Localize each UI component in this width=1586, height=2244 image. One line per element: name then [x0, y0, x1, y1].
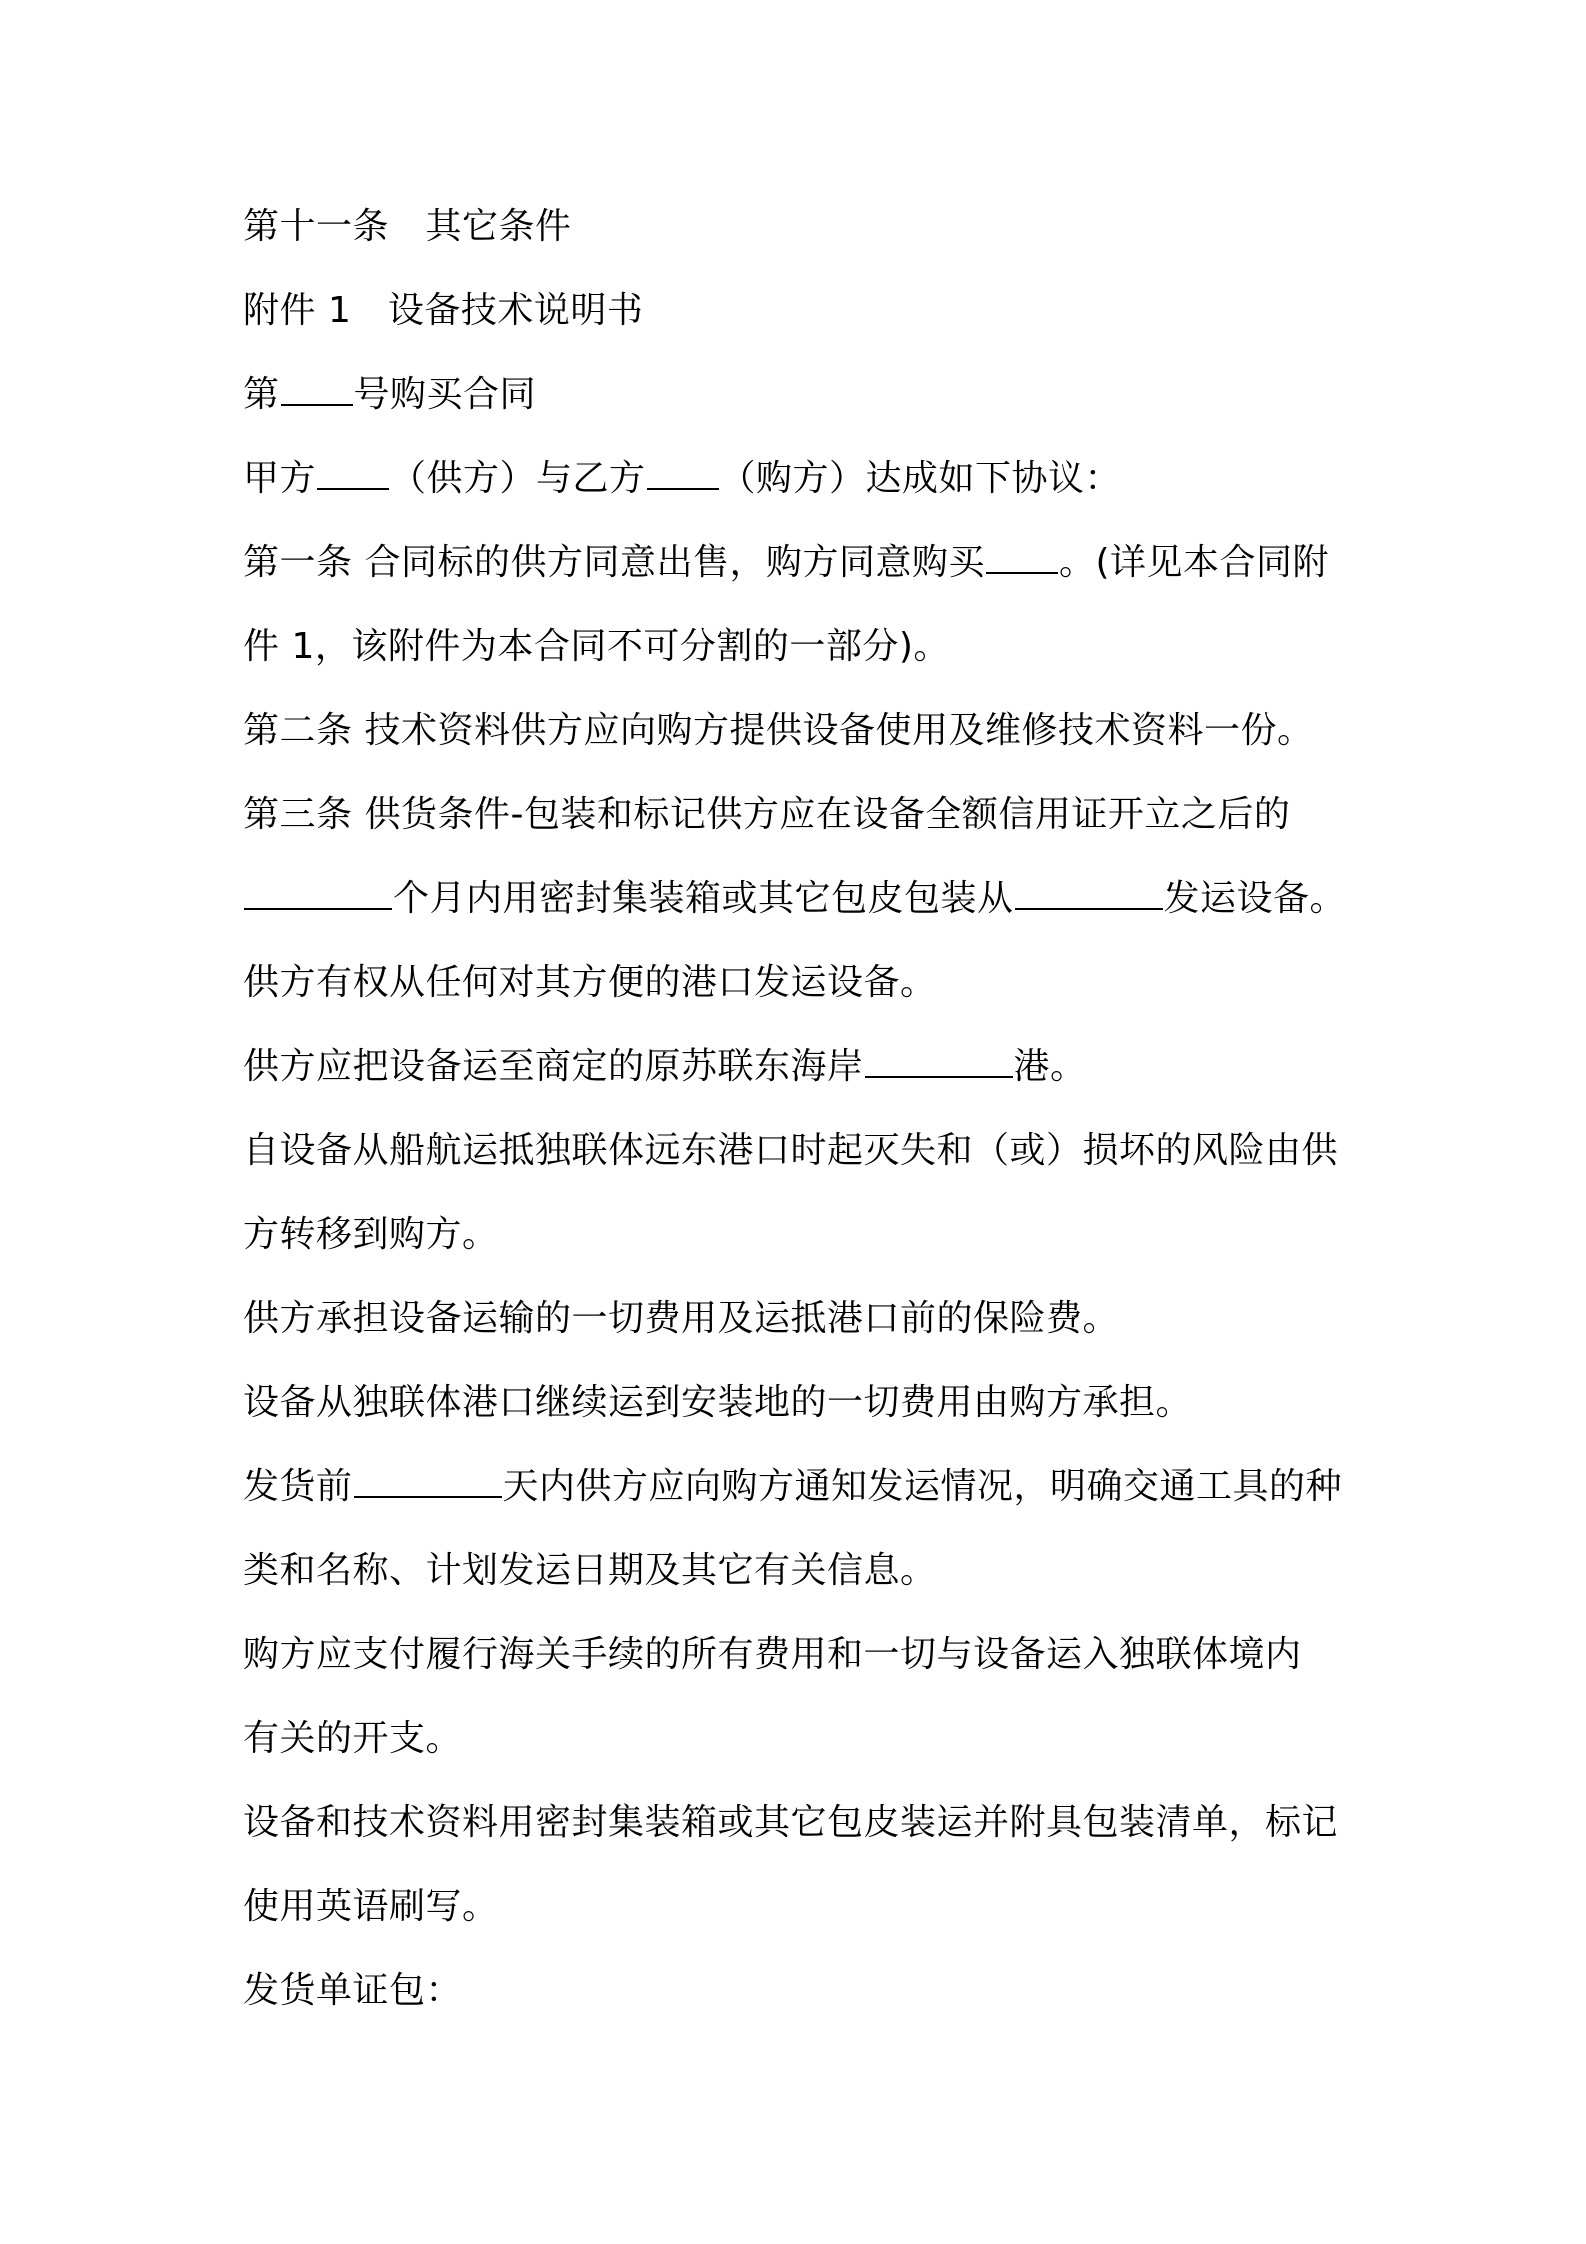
article-3-line-9 — [243, 1462, 1342, 1512]
line-text: 第二条 技术资料供方应向购方提供设备使用及维修技术资料一份。 — [243, 710, 1314, 751]
line-text: 天内供方应向购方通知发运情况，明确交通工具的种 — [502, 1466, 1343, 1507]
article-3-line-11 — [243, 1630, 1302, 1680]
line-text: （供方）与乙方 — [390, 458, 646, 499]
fill-blank — [244, 878, 392, 910]
line-text: 发运设备。 — [1163, 878, 1347, 919]
line-text: 发货前 — [243, 1466, 353, 1507]
article-3-line-7 — [243, 1294, 1119, 1344]
fill-blank — [1015, 878, 1163, 910]
article-3-line-10 — [243, 1546, 937, 1596]
appendix-1-heading — [243, 286, 643, 336]
article-3-line-6 — [243, 1210, 499, 1260]
line-text: 设备从独联体港口继续运到安装地的一切费用由购方承担。 — [243, 1382, 1193, 1423]
article-1-line-1 — [243, 538, 1329, 588]
line-text: 件 1，该附件为本合同不可分割的一部分)。 — [243, 626, 950, 667]
line-text: （购方）达成如下协议： — [719, 458, 1122, 499]
article-3-line-12 — [243, 1714, 462, 1764]
fill-blank — [647, 458, 719, 490]
fill-blank — [317, 458, 389, 490]
line-text: 供方应把设备运至商定的原苏联东海岸 — [243, 1046, 864, 1087]
parties-line — [243, 454, 1121, 504]
line-text: 发货单证包： — [243, 1970, 463, 2011]
line-text: 第 — [243, 374, 280, 415]
article-3-line-1 — [243, 790, 1290, 840]
line-text: 甲方 — [243, 458, 317, 499]
article-3-line-5 — [243, 1126, 1338, 1176]
line-text: 个月内用密封集装箱或其它包皮包装从 — [393, 878, 1014, 919]
line-text: 方转移到购方。 — [243, 1214, 499, 1255]
article-3-line-14 — [243, 1882, 499, 1932]
article-3-line-13 — [243, 1798, 1338, 1848]
line-text: 。(详见本合同附 — [1058, 542, 1329, 583]
fill-blank — [354, 1466, 502, 1498]
line-text: 港。 — [1013, 1046, 1087, 1087]
line-text: 类和名称、计划发运日期及其它有关信息。 — [243, 1550, 937, 1591]
line-text: 第十一条 其它条件 — [243, 206, 572, 247]
article-3-line-4 — [243, 1042, 1087, 1092]
contract-number-title — [243, 370, 536, 420]
line-text: 设备和技术资料用密封集装箱或其它包皮装运并附具包装清单，标记 — [243, 1802, 1339, 1843]
line-text: 使用英语刷写。 — [243, 1886, 499, 1927]
line-text: 购方应支付履行海关手续的所有费用和一切与设备运入独联体境内 — [243, 1634, 1302, 1675]
line-text: 供方承担设备运输的一切费用及运抵港口前的保险费。 — [243, 1298, 1120, 1339]
article-11-heading — [243, 202, 572, 252]
line-text: 自设备从船航运抵独联体远东港口时起灭失和（或）损坏的风险由供 — [243, 1130, 1339, 1171]
line-text: 有关的开支。 — [243, 1718, 463, 1759]
line-text: 号购买合同 — [353, 374, 537, 415]
fill-blank — [986, 542, 1058, 574]
line-text: 附件 1 设备技术说明书 — [243, 290, 644, 331]
fill-blank — [281, 374, 353, 406]
article-2-line — [243, 706, 1313, 756]
article-3-line-2 — [243, 874, 1346, 924]
article-3-line-8 — [243, 1378, 1192, 1428]
line-text: 第三条 供货条件-包装和标记供方应在设备全额信用证开立之后的 — [243, 794, 1291, 835]
line-text: 第一条 合同标的供方同意出售，购方同意购买 — [243, 542, 985, 583]
article-3-line-3 — [243, 958, 937, 1008]
fill-blank — [865, 1046, 1013, 1078]
article-1-line-2 — [243, 622, 950, 672]
shipping-documents-heading — [243, 1966, 462, 2016]
line-text: 供方有权从任何对其方便的港口发运设备。 — [243, 962, 937, 1003]
